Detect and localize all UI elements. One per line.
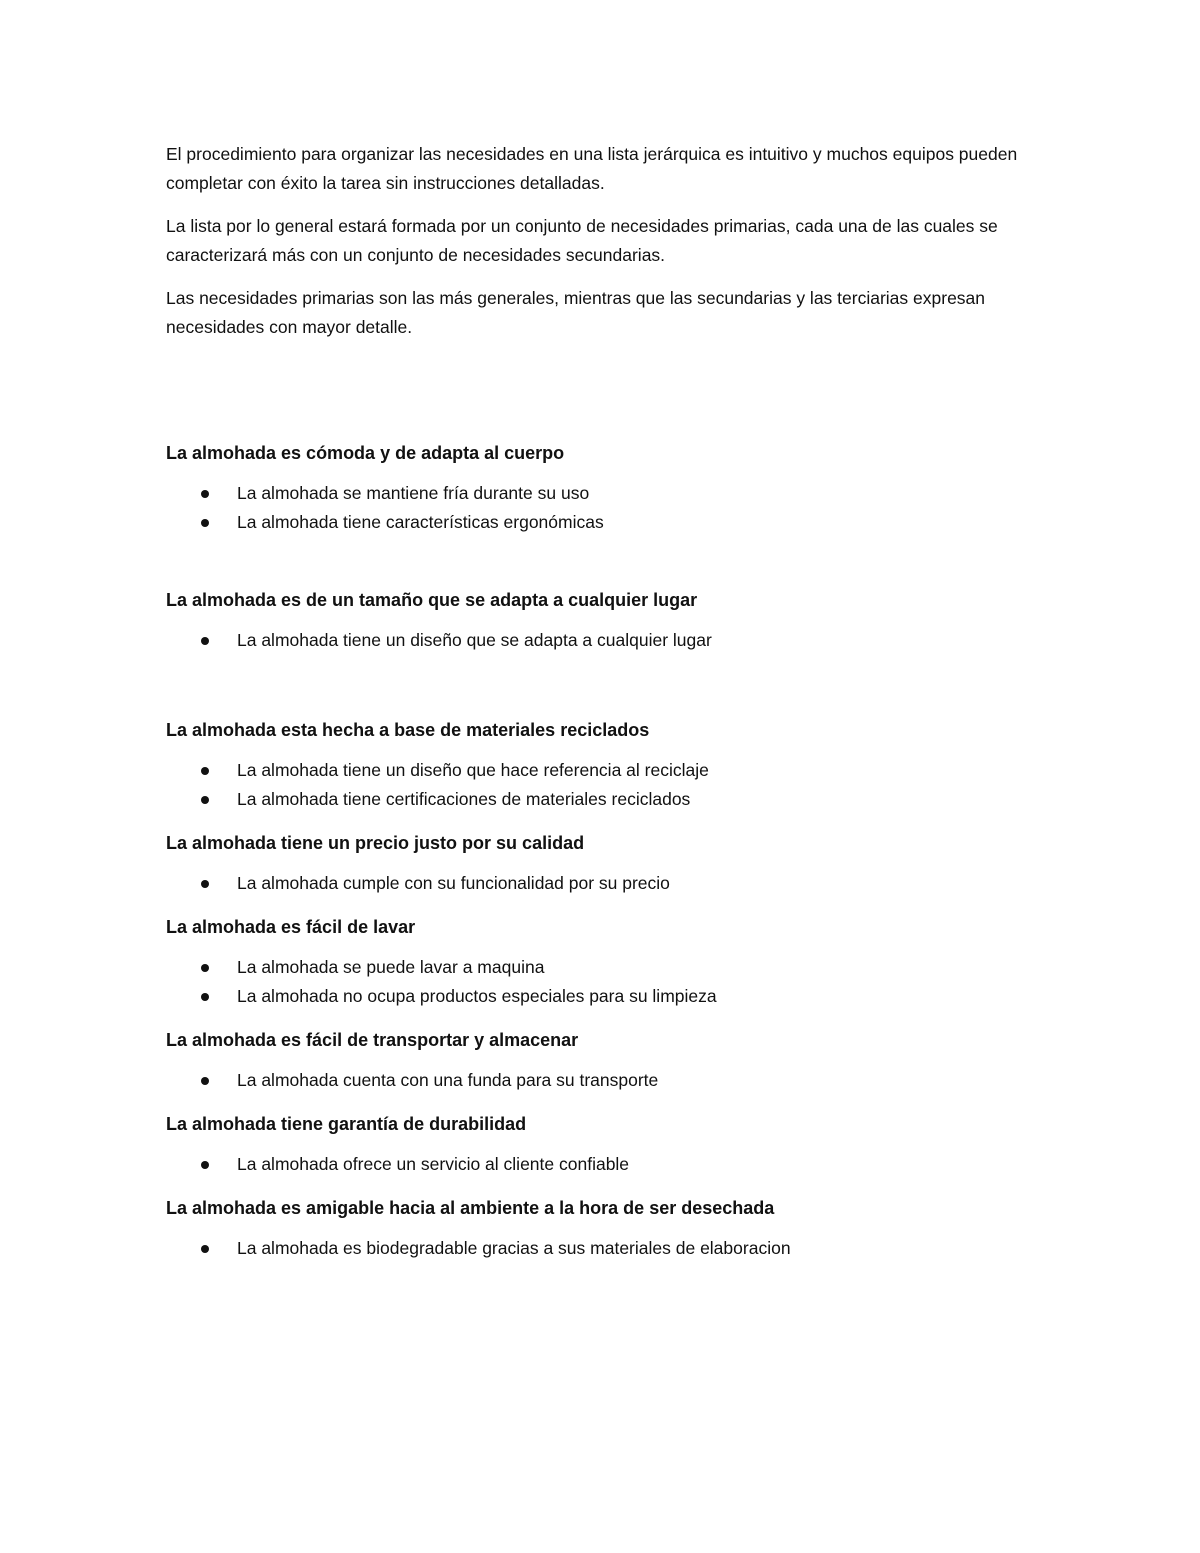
intro-paragraph: El procedimiento para organizar las necesidades en una lista jerárquica es intuitivo y muchos equipos pueden completar con éxito la tarea sin instrucciones detalladas. [166, 144, 1018, 193]
list-item [166, 1066, 1046, 1095]
primary-need-heading: La almohada esta hecha a base de materiales reciclados [166, 720, 650, 740]
secondary-needs-list [166, 1234, 1046, 1263]
secondary-needs-list [166, 1066, 1046, 1095]
primary-need-heading: La almohada tiene garantía de durabilidad [166, 1114, 527, 1134]
list-item [166, 1234, 1046, 1263]
list-item [166, 785, 1046, 814]
bullet-icon [201, 490, 209, 498]
secondary-needs-list [166, 756, 1046, 814]
primary-need [166, 1109, 1046, 1179]
needs-list [166, 438, 1046, 1263]
primary-need [166, 912, 1046, 1011]
bullet-icon [201, 993, 209, 1001]
primary-need-heading: La almohada es de un tamaño que se adapta a cualquier lugar [166, 590, 698, 610]
primary-need [166, 1025, 1046, 1095]
bullet-icon [201, 796, 209, 804]
list-item [166, 953, 1046, 982]
list-item-text: La almohada cumple con su funcionalidad por su precio [237, 873, 670, 893]
bullet-icon [201, 880, 209, 888]
document-page [166, 140, 1046, 1263]
primary-need [166, 715, 1046, 814]
list-item-text: La almohada ofrece un servicio al cliente confiable [237, 1154, 630, 1174]
secondary-needs-list [166, 953, 1046, 1011]
list-item-text: La almohada tiene características ergonómicas [237, 512, 604, 532]
list-item-text: La almohada tiene certificaciones de materiales reciclados [237, 789, 691, 809]
primary-need-heading: La almohada es amigable hacia al ambiente a la hora de ser desechada [166, 1198, 775, 1218]
primary-need-heading: La almohada tiene un precio justo por su calidad [166, 833, 585, 853]
bullet-icon [201, 519, 209, 527]
secondary-needs-list [166, 479, 1046, 537]
list-item [166, 869, 1046, 898]
bullet-icon [201, 637, 209, 645]
list-item [166, 1150, 1046, 1179]
secondary-needs-list [166, 1150, 1046, 1179]
bullet-icon [201, 1161, 209, 1169]
primary-need [166, 438, 1046, 537]
list-item [166, 508, 1046, 537]
secondary-needs-list [166, 869, 1046, 898]
list-item-text: La almohada cuenta con una funda para su transporte [237, 1070, 659, 1090]
list-item-text: La almohada se puede lavar a maquina [237, 957, 545, 977]
list-item [166, 479, 1046, 508]
primary-need [166, 828, 1046, 898]
intro-section [166, 140, 1046, 342]
bullet-icon [201, 964, 209, 972]
list-item-text: La almohada es biodegradable gracias a sus materiales de elaboracion [237, 1238, 791, 1258]
list-item [166, 756, 1046, 785]
primary-need-heading: La almohada es fácil de lavar [166, 917, 416, 937]
primary-need-heading: La almohada es fácil de transportar y almacenar [166, 1030, 579, 1050]
bullet-icon [201, 1245, 209, 1253]
primary-need [166, 1193, 1046, 1263]
secondary-needs-list [166, 626, 1046, 655]
intro-paragraph: Las necesidades primarias son las más generales, mientras que las secundarias y las terciarias expresan necesidades con mayor detalle. [166, 288, 986, 337]
primary-need-heading: La almohada es cómoda y de adapta al cuerpo [166, 443, 565, 463]
list-item-text: La almohada no ocupa productos especiales para su limpieza [237, 986, 717, 1006]
bullet-icon [201, 1077, 209, 1085]
list-item [166, 626, 1046, 655]
bullet-icon [201, 767, 209, 775]
list-item [166, 982, 1046, 1011]
intro-paragraph: La lista por lo general estará formada por un conjunto de necesidades primarias, cada una de las cuales se caracterizará más con un conjunto de necesidades secundarias. [166, 216, 998, 265]
list-item-text: La almohada tiene un diseño que hace referencia al reciclaje [237, 760, 709, 780]
list-item-text: La almohada tiene un diseño que se adapta a cualquier lugar [237, 630, 712, 650]
primary-need [166, 585, 1046, 655]
list-item-text: La almohada se mantiene fría durante su uso [237, 483, 590, 503]
